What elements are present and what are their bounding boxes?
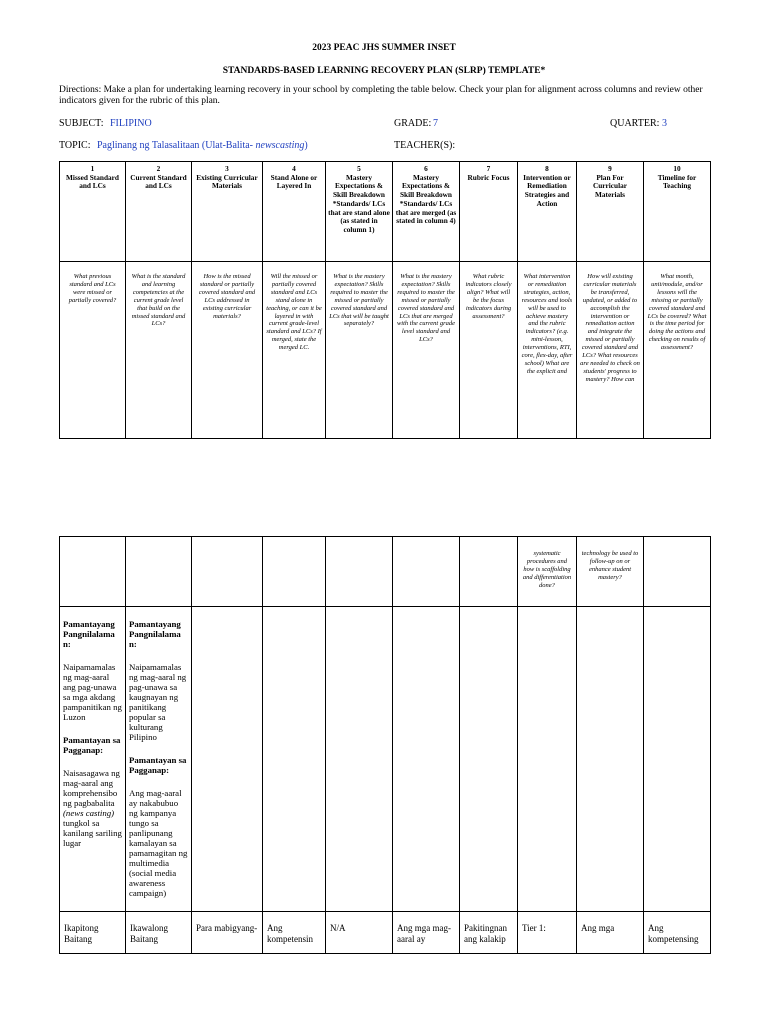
col-header-8: 8 Intervention or Remediation Strategies and Action — [518, 162, 577, 262]
content-standard-text: Naipamamalas ng mag-aaral ng pag-unawa sa kaugnayan ng panitikang popular sa kulturang Pilipino — [129, 662, 187, 742]
guide-question: What intervention or remediation strategies, action, resources and tools will be used to achieve mastery and the rubric indicators? (e.g. mini-lesson, interventions, RTI, core, flex-day, after school) What are the explicit and — [518, 262, 577, 439]
guide-question: What is the mastery expectation? Skills required to master the missed or partially covered standard and LCs that will be taught separately? — [326, 262, 393, 439]
table-cell: Para mabigyang- — [192, 912, 263, 954]
guide-question: What is the standard and learning competencies at the current grade level that build on the missed standard and LCs? — [126, 262, 192, 439]
table-cell: Tier 1: — [518, 912, 577, 954]
col-header-6: 6 Mastery Expectations & Skill Breakdown *Standards/ LCs that are merged (as stated in column 4) — [393, 162, 460, 262]
col-header-10: 10 Timeline for Teaching — [644, 162, 711, 262]
document-subtitle: STANDARDS-BASED LEARNING RECOVERY PLAN (SLRP) TEMPLATE* — [222, 66, 546, 76]
table-cell: Ang kompetensing — [644, 912, 711, 954]
current-standard-cell — [126, 607, 192, 912]
topic-label: TOPIC: — [59, 140, 91, 151]
topic-value: Paglinang ng Talasalitaan (Ulat-Balita- newscasting) — [97, 140, 308, 151]
subject-label: SUBJECT: — [59, 118, 104, 129]
col-header-2: 2 Current Standard and LCs — [126, 162, 192, 262]
grade-value: 7 — [433, 118, 438, 129]
col-header-3: 3 Existing Curricular Materials — [192, 162, 263, 262]
performance-standard-heading: Pamantayan sa Pagganap: — [63, 735, 121, 755]
col-header-9: 9 Plan For Curricular Materials — [577, 162, 644, 262]
topic-italic: newscasting — [255, 140, 305, 151]
guide-question: What rubric indicators closely align? What will be the focus indicators during assessment? — [460, 262, 518, 439]
header-row — [60, 162, 711, 262]
guide-question: How is the missed standard or partially covered standard and LCs addressed in existing curricular materials? — [192, 262, 263, 439]
table-cell: Ang kompetensin — [263, 912, 326, 954]
guide-question-continued: technology be used to follow-up on or enhance student mastery? — [577, 537, 644, 607]
col-header-7: 7 Rubric Focus — [460, 162, 518, 262]
col-header-4: 4 Stand Alone or Layered In — [263, 162, 326, 262]
guide-question: What previous standard and LCs were missed or partially covered? — [60, 262, 126, 439]
table-cell: N/A — [326, 912, 393, 954]
content-standard-heading: Pamantayang Pangnilalama n: — [129, 619, 181, 649]
content-standard-heading: Pamantayang Pangnilalama n: — [63, 619, 115, 649]
document-title: 2023 PEAC JHS SUMMER INSET — [312, 43, 456, 53]
guide-question: What month, unit/module, and/or lessons will the missing or partially covered standard and LCs be covered? What is the time period for doing the actions and checking on results of assessment? — [644, 262, 711, 439]
performance-standard-text: Naisasagawa ng mag-aaral ang komprehensibo ng pagbabalita (news casting) tungkol sa kanilang sariling lugar — [63, 768, 122, 848]
missed-standard-cell — [60, 607, 126, 912]
performance-standard-heading: Pamantayan sa Pagganap: — [129, 755, 187, 775]
standards-row — [60, 607, 711, 912]
content-standard-text: Naipamamalas ng mag-aaral ang pag-unawa sa mga akdang pampanitikan ng Luzon — [63, 662, 122, 722]
table-cell: Ang mga — [577, 912, 644, 954]
performance-standard-text: Ang mag-aaral ay nakabubuo ng kampanya tungo sa panlipunang kamalayan sa pamamagitan ng multimedia (social media awareness campaign) — [129, 788, 188, 898]
guide-question: How will existing curricular materials be transferred, updated, or added to accomplish the intervention or remediation action and integrate the missed or partially covered standard and LCs? What resources are needed to check on students' progress to mastery? How can — [577, 262, 644, 439]
quarter-label: QUARTER: — [610, 118, 660, 129]
table-cell: Ang mga mag-aaral ay — [393, 912, 460, 954]
col-header-1: 1 Missed Standard and LCs — [60, 162, 126, 262]
directions-text: Directions: Make a plan for undertaking learning recovery in your school by completing the table below. Check your plan for alignment across columns and review other indicators given for the rubric of this plan. — [59, 85, 703, 106]
col-header-5: 5 Mastery Expectations & Skill Breakdown *Standards/ LCs that are stand alone (as stated in column 1) — [326, 162, 393, 262]
table-cell: Ikawalong Baitang — [126, 912, 192, 954]
continuation-row — [60, 537, 711, 607]
table-cell: Pakitingnan ang kalakip — [460, 912, 518, 954]
guide-question: What is the mastery expectation? Skills required to master the missed or partially covered standard and LCs that are merged with the current grade level standard and LCs? — [393, 262, 460, 439]
guide-question-row — [60, 262, 711, 439]
table-cell: Ikapitong Baitang — [60, 912, 126, 954]
grade-row — [60, 912, 711, 954]
slrp-table-page-1 — [59, 161, 711, 439]
guide-question: Will the missed or partially covered standard and LCs stand alone in teaching, or can it be layered in with current grade-level standard and LCs? If merged, state the merged LC. — [263, 262, 326, 439]
slrp-table-page-2 — [59, 536, 711, 954]
subject-value: FILIPINO — [110, 118, 152, 129]
grade-label: GRADE: — [394, 118, 432, 129]
teacher-label: TEACHER(S): — [394, 140, 456, 151]
guide-question-continued: systematic procedures and how is scaffolding and differentiation done? — [518, 537, 577, 607]
quarter-value: 3 — [662, 118, 667, 129]
